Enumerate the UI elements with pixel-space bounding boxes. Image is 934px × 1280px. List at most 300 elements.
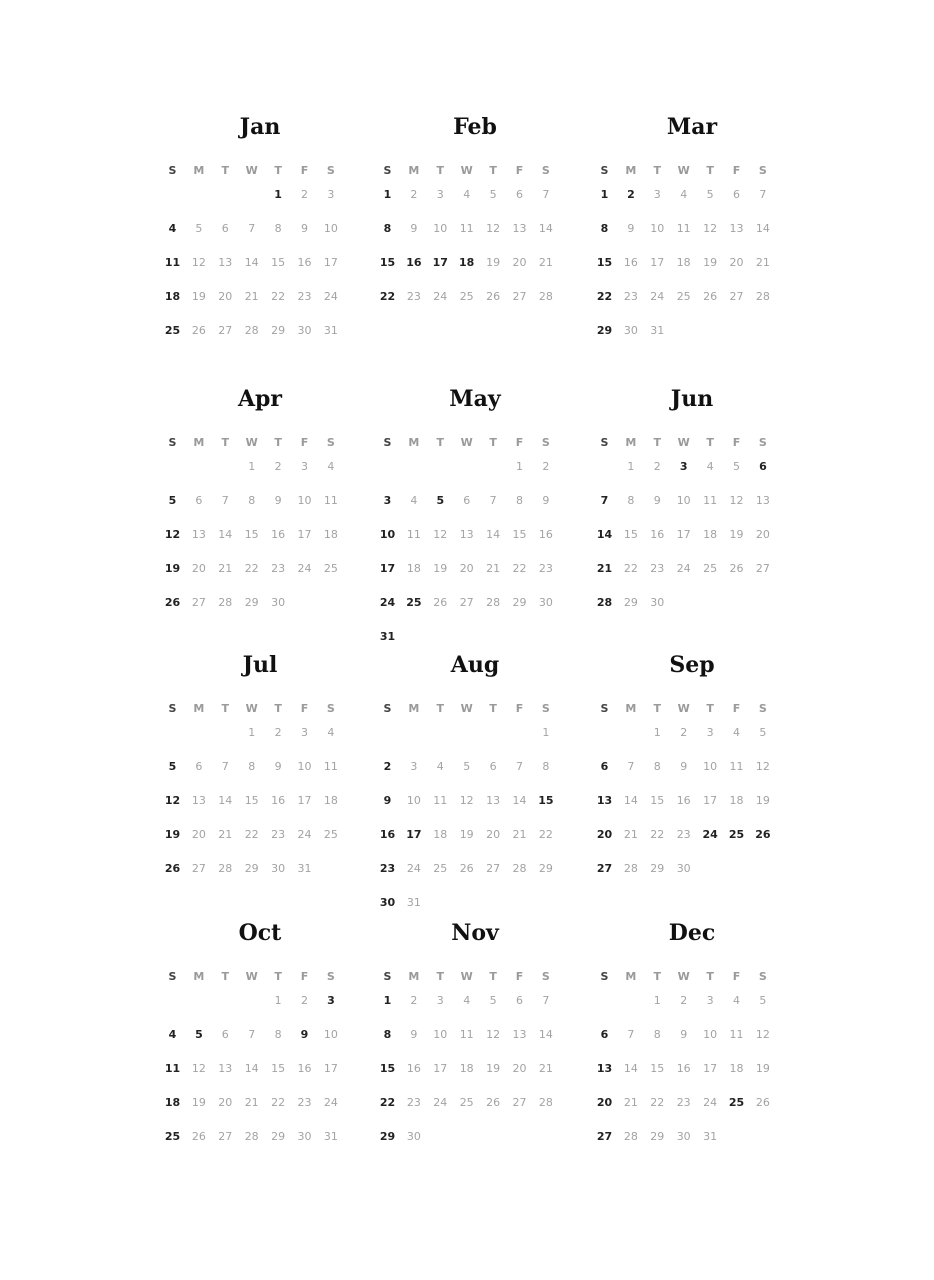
day-cell[interactable]: 14 [538, 1028, 553, 1041]
day-cell[interactable]: 19 [191, 1096, 206, 1109]
day-cell[interactable]: 3 [436, 994, 444, 1007]
day-cell[interactable]: 17 [297, 528, 312, 541]
day-cell[interactable]: 1 [600, 188, 609, 201]
day-cell[interactable]: 6 [733, 188, 740, 201]
day-cell[interactable]: 24 [433, 1096, 448, 1109]
day-cell[interactable]: 13 [191, 528, 206, 541]
day-cell[interactable]: 1 [653, 994, 661, 1007]
day-cell[interactable]: 31 [297, 862, 312, 875]
day-cell[interactable]: 27 [486, 862, 501, 875]
day-cell[interactable]: 2 [274, 460, 282, 473]
day-cell[interactable]: 20 [755, 528, 770, 541]
day-cell[interactable]: 24 [433, 290, 448, 303]
day-cell[interactable]: 6 [463, 494, 471, 507]
day-cell[interactable]: 10 [297, 760, 312, 773]
day-cell[interactable]: 30 [379, 896, 396, 909]
day-cell[interactable]: 5 [168, 494, 177, 507]
day-cell[interactable]: 4 [463, 188, 471, 201]
day-cell[interactable]: 6 [600, 760, 609, 773]
day-cell[interactable]: 23 [650, 562, 665, 575]
day-cell[interactable]: 15 [244, 528, 259, 541]
day-cell[interactable]: 9 [383, 794, 392, 807]
day-cell[interactable]: 12 [459, 794, 474, 807]
day-cell[interactable]: 11 [729, 1028, 744, 1041]
day-cell[interactable]: 3 [410, 760, 418, 773]
day-cell[interactable]: 3 [327, 994, 335, 1007]
day-cell[interactable]: 17 [433, 1062, 448, 1075]
day-cell[interactable]: 4 [168, 222, 177, 235]
day-cell[interactable]: 1 [248, 726, 256, 739]
day-cell[interactable]: 29 [244, 596, 259, 609]
day-cell[interactable]: 15 [538, 794, 554, 807]
day-cell[interactable]: 14 [218, 528, 233, 541]
day-cell[interactable]: 5 [463, 760, 471, 773]
day-cell[interactable]: 25 [406, 596, 422, 609]
day-cell[interactable]: 24 [406, 862, 421, 875]
day-cell[interactable]: 17 [432, 256, 448, 269]
day-cell[interactable]: 6 [489, 760, 497, 773]
day-cell[interactable]: 19 [486, 1062, 501, 1075]
day-cell[interactable]: 28 [218, 862, 233, 875]
day-cell[interactable]: 29 [623, 596, 638, 609]
day-cell[interactable]: 14 [244, 1062, 259, 1075]
day-cell[interactable]: 30 [271, 862, 286, 875]
day-cell[interactable]: 23 [406, 1096, 421, 1109]
day-cell[interactable]: 3 [301, 726, 308, 739]
day-cell[interactable]: 10 [323, 1028, 338, 1041]
day-cell[interactable]: 31 [323, 324, 338, 337]
day-cell[interactable]: 22 [650, 1096, 665, 1109]
day-cell[interactable]: 7 [221, 494, 229, 507]
day-cell[interactable]: 13 [218, 256, 233, 269]
day-cell[interactable]: 3 [383, 494, 392, 507]
day-cell[interactable]: 20 [191, 828, 206, 841]
day-cell[interactable]: 17 [323, 256, 338, 269]
day-cell[interactable]: 18 [323, 794, 338, 807]
day-cell[interactable]: 16 [650, 528, 665, 541]
day-cell[interactable]: 8 [627, 494, 635, 507]
day-cell[interactable]: 20 [596, 1096, 613, 1109]
day-cell[interactable]: 10 [297, 494, 312, 507]
day-cell[interactable]: 5 [706, 188, 714, 201]
day-cell[interactable]: 21 [218, 828, 233, 841]
day-cell[interactable]: 22 [244, 828, 259, 841]
day-cell[interactable]: 26 [729, 562, 744, 575]
day-cell[interactable]: 12 [164, 528, 181, 541]
day-cell[interactable]: 6 [221, 222, 229, 235]
day-cell[interactable]: 11 [459, 222, 474, 235]
day-cell[interactable]: 10 [379, 528, 396, 541]
day-cell[interactable]: 14 [538, 222, 553, 235]
day-cell[interactable]: 24 [297, 562, 312, 575]
day-cell[interactable]: 15 [650, 794, 665, 807]
day-cell[interactable]: 12 [191, 256, 206, 269]
day-cell[interactable]: 28 [538, 1096, 553, 1109]
day-cell[interactable]: 16 [406, 1062, 421, 1075]
day-cell[interactable]: 11 [406, 528, 421, 541]
day-cell[interactable]: 23 [676, 828, 691, 841]
day-cell[interactable]: 11 [164, 1062, 181, 1075]
day-cell[interactable]: 2 [274, 726, 282, 739]
day-cell[interactable]: 26 [486, 1096, 501, 1109]
day-cell[interactable]: 7 [627, 760, 635, 773]
day-cell[interactable]: 19 [729, 528, 744, 541]
day-cell[interactable]: 24 [297, 828, 312, 841]
day-cell[interactable]: 2 [680, 726, 688, 739]
day-cell[interactable]: 11 [676, 222, 691, 235]
day-cell[interactable]: 9 [410, 1028, 418, 1041]
day-cell[interactable]: 29 [379, 1130, 396, 1143]
day-cell[interactable]: 29 [596, 324, 613, 337]
day-cell[interactable]: 29 [650, 1130, 665, 1143]
day-cell[interactable]: 7 [600, 494, 609, 507]
day-cell[interactable]: 9 [627, 222, 635, 235]
day-cell[interactable]: 4 [327, 726, 335, 739]
day-cell[interactable]: 17 [323, 1062, 338, 1075]
day-cell[interactable]: 27 [512, 290, 527, 303]
day-cell[interactable]: 20 [512, 1062, 527, 1075]
day-cell[interactable]: 9 [542, 494, 550, 507]
day-cell[interactable]: 22 [271, 1096, 286, 1109]
day-cell[interactable]: 16 [297, 256, 312, 269]
day-cell[interactable]: 24 [650, 290, 665, 303]
day-cell[interactable]: 25 [728, 1096, 745, 1109]
day-cell[interactable]: 9 [274, 760, 282, 773]
day-cell[interactable]: 21 [596, 562, 613, 575]
day-cell[interactable]: 26 [164, 862, 181, 875]
day-cell[interactable]: 5 [759, 726, 767, 739]
day-cell[interactable]: 7 [627, 1028, 635, 1041]
day-cell[interactable]: 6 [195, 760, 203, 773]
day-cell[interactable]: 16 [623, 256, 638, 269]
day-cell[interactable]: 4 [410, 494, 418, 507]
day-cell[interactable]: 11 [459, 1028, 474, 1041]
day-cell[interactable]: 26 [433, 596, 448, 609]
day-cell[interactable]: 28 [623, 1130, 638, 1143]
day-cell[interactable]: 18 [676, 256, 691, 269]
day-cell[interactable]: 23 [379, 862, 396, 875]
day-cell[interactable]: 24 [323, 290, 338, 303]
day-cell[interactable]: 1 [627, 460, 635, 473]
day-cell[interactable]: 4 [168, 1028, 177, 1041]
day-cell[interactable]: 4 [706, 460, 714, 473]
day-cell[interactable]: 22 [596, 290, 613, 303]
day-cell[interactable]: 8 [383, 222, 392, 235]
day-cell[interactable]: 15 [623, 528, 638, 541]
day-cell[interactable]: 23 [271, 828, 286, 841]
day-cell[interactable]: 8 [274, 1028, 282, 1041]
day-cell[interactable]: 4 [463, 994, 471, 1007]
day-cell[interactable]: 28 [538, 290, 553, 303]
day-cell[interactable]: 30 [538, 596, 553, 609]
day-cell[interactable]: 31 [703, 1130, 718, 1143]
day-cell[interactable]: 25 [728, 828, 745, 841]
day-cell[interactable]: 20 [191, 562, 206, 575]
day-cell[interactable]: 6 [516, 188, 523, 201]
day-cell[interactable]: 27 [191, 862, 206, 875]
day-cell[interactable]: 22 [244, 562, 259, 575]
day-cell[interactable]: 25 [703, 562, 718, 575]
day-cell[interactable]: 5 [733, 460, 740, 473]
day-cell[interactable]: 1 [653, 726, 661, 739]
day-cell[interactable]: 2 [627, 188, 635, 201]
day-cell[interactable]: 3 [301, 460, 308, 473]
day-cell[interactable]: 18 [433, 828, 448, 841]
day-cell[interactable]: 3 [706, 726, 714, 739]
day-cell[interactable]: 19 [164, 562, 181, 575]
day-cell[interactable]: 22 [623, 562, 638, 575]
day-cell[interactable]: 18 [164, 290, 181, 303]
day-cell[interactable]: 26 [191, 324, 206, 337]
day-cell[interactable]: 23 [297, 290, 312, 303]
day-cell[interactable]: 7 [248, 1028, 256, 1041]
day-cell[interactable]: 16 [406, 256, 422, 269]
day-cell[interactable]: 24 [703, 1096, 718, 1109]
day-cell[interactable]: 6 [221, 1028, 229, 1041]
day-cell[interactable]: 25 [323, 562, 338, 575]
day-cell[interactable]: 18 [729, 1062, 744, 1075]
day-cell[interactable]: 31 [323, 1130, 338, 1143]
day-cell[interactable]: 21 [538, 256, 553, 269]
day-cell[interactable]: 5 [759, 994, 767, 1007]
day-cell[interactable]: 21 [538, 1062, 553, 1075]
day-cell[interactable]: 29 [271, 1130, 286, 1143]
day-cell[interactable]: 18 [323, 528, 338, 541]
day-cell[interactable]: 4 [680, 188, 688, 201]
day-cell[interactable]: 30 [297, 324, 312, 337]
day-cell[interactable]: 10 [433, 222, 448, 235]
day-cell[interactable]: 24 [702, 828, 718, 841]
day-cell[interactable]: 2 [410, 994, 418, 1007]
day-cell[interactable]: 16 [379, 828, 396, 841]
day-cell[interactable]: 23 [538, 562, 553, 575]
day-cell[interactable]: 6 [759, 460, 767, 473]
day-cell[interactable]: 8 [653, 1028, 661, 1041]
day-cell[interactable]: 3 [436, 188, 444, 201]
day-cell[interactable]: 26 [755, 828, 771, 841]
day-cell[interactable]: 1 [542, 726, 550, 739]
day-cell[interactable]: 28 [755, 290, 770, 303]
day-cell[interactable]: 13 [218, 1062, 233, 1075]
day-cell[interactable]: 8 [516, 494, 523, 507]
day-cell[interactable]: 3 [653, 188, 661, 201]
day-cell[interactable]: 30 [623, 324, 638, 337]
day-cell[interactable]: 13 [755, 494, 770, 507]
day-cell[interactable]: 6 [600, 1028, 609, 1041]
day-cell[interactable]: 10 [323, 222, 338, 235]
day-cell[interactable]: 29 [512, 596, 527, 609]
day-cell[interactable]: 22 [271, 290, 286, 303]
day-cell[interactable]: 4 [327, 460, 335, 473]
day-cell[interactable]: 16 [538, 528, 553, 541]
day-cell[interactable]: 4 [733, 726, 740, 739]
day-cell[interactable]: 3 [679, 460, 688, 473]
day-cell[interactable]: 18 [164, 1096, 181, 1109]
day-cell[interactable]: 28 [244, 324, 259, 337]
day-cell[interactable]: 28 [596, 596, 613, 609]
day-cell[interactable]: 9 [680, 1028, 688, 1041]
day-cell[interactable]: 18 [729, 794, 744, 807]
day-cell[interactable]: 26 [459, 862, 474, 875]
day-cell[interactable]: 1 [274, 188, 282, 201]
day-cell[interactable]: 10 [676, 494, 691, 507]
day-cell[interactable]: 9 [680, 760, 688, 773]
day-cell[interactable]: 27 [729, 290, 744, 303]
day-cell[interactable]: 13 [191, 794, 206, 807]
day-cell[interactable]: 16 [676, 794, 691, 807]
day-cell[interactable]: 28 [623, 862, 638, 875]
day-cell[interactable]: 17 [297, 794, 312, 807]
day-cell[interactable]: 18 [406, 562, 421, 575]
day-cell[interactable]: 23 [406, 290, 421, 303]
day-cell[interactable]: 12 [755, 1028, 770, 1041]
day-cell[interactable]: 31 [379, 630, 396, 643]
day-cell[interactable]: 13 [729, 222, 744, 235]
day-cell[interactable]: 22 [650, 828, 665, 841]
day-cell[interactable]: 7 [542, 994, 550, 1007]
day-cell[interactable]: 13 [596, 1062, 613, 1075]
day-cell[interactable]: 29 [538, 862, 553, 875]
day-cell[interactable]: 27 [459, 596, 474, 609]
day-cell[interactable]: 7 [542, 188, 550, 201]
day-cell[interactable]: 2 [680, 994, 688, 1007]
day-cell[interactable]: 25 [433, 862, 448, 875]
day-cell[interactable]: 25 [676, 290, 691, 303]
day-cell[interactable]: 27 [596, 862, 613, 875]
day-cell[interactable]: 20 [596, 828, 613, 841]
day-cell[interactable]: 22 [379, 290, 396, 303]
day-cell[interactable]: 28 [218, 596, 233, 609]
day-cell[interactable]: 23 [271, 562, 286, 575]
day-cell[interactable]: 26 [164, 596, 181, 609]
day-cell[interactable]: 6 [516, 994, 523, 1007]
day-cell[interactable]: 26 [703, 290, 718, 303]
day-cell[interactable]: 17 [379, 562, 396, 575]
day-cell[interactable]: 20 [512, 256, 527, 269]
day-cell[interactable]: 3 [327, 188, 335, 201]
day-cell[interactable]: 27 [191, 596, 206, 609]
day-cell[interactable]: 20 [218, 1096, 233, 1109]
day-cell[interactable]: 21 [755, 256, 770, 269]
day-cell[interactable]: 7 [248, 222, 256, 235]
day-cell[interactable]: 10 [703, 760, 718, 773]
day-cell[interactable]: 3 [706, 994, 714, 1007]
day-cell[interactable]: 14 [218, 794, 233, 807]
day-cell[interactable]: 31 [406, 896, 421, 909]
day-cell[interactable]: 30 [676, 862, 691, 875]
day-cell[interactable]: 24 [379, 596, 396, 609]
day-cell[interactable]: 14 [486, 528, 501, 541]
day-cell[interactable]: 21 [512, 828, 527, 841]
day-cell[interactable]: 21 [486, 562, 501, 575]
day-cell[interactable]: 8 [248, 494, 256, 507]
day-cell[interactable]: 30 [271, 596, 286, 609]
day-cell[interactable]: 14 [244, 256, 259, 269]
day-cell[interactable]: 6 [195, 494, 203, 507]
day-cell[interactable]: 7 [516, 760, 523, 773]
day-cell[interactable]: 26 [755, 1096, 770, 1109]
day-cell[interactable]: 15 [596, 256, 613, 269]
day-cell[interactable]: 2 [542, 460, 550, 473]
day-cell[interactable]: 19 [433, 562, 448, 575]
day-cell[interactable]: 19 [703, 256, 718, 269]
day-cell[interactable]: 22 [512, 562, 527, 575]
day-cell[interactable]: 31 [650, 324, 665, 337]
day-cell[interactable]: 11 [433, 794, 448, 807]
day-cell[interactable]: 17 [650, 256, 665, 269]
day-cell[interactable]: 2 [383, 760, 392, 773]
day-cell[interactable]: 28 [244, 1130, 259, 1143]
day-cell[interactable]: 19 [164, 828, 181, 841]
day-cell[interactable]: 15 [271, 256, 286, 269]
day-cell[interactable]: 12 [164, 794, 181, 807]
day-cell[interactable]: 15 [650, 1062, 665, 1075]
day-cell[interactable]: 1 [516, 460, 523, 473]
day-cell[interactable]: 11 [729, 760, 744, 773]
day-cell[interactable]: 5 [489, 994, 497, 1007]
day-cell[interactable]: 2 [653, 460, 661, 473]
day-cell[interactable]: 4 [436, 760, 444, 773]
day-cell[interactable]: 8 [542, 760, 550, 773]
day-cell[interactable]: 5 [168, 760, 177, 773]
day-cell[interactable]: 30 [406, 1130, 421, 1143]
day-cell[interactable]: 12 [703, 222, 718, 235]
day-cell[interactable]: 9 [653, 494, 661, 507]
day-cell[interactable]: 13 [486, 794, 501, 807]
day-cell[interactable]: 17 [703, 794, 718, 807]
day-cell[interactable]: 14 [596, 528, 613, 541]
day-cell[interactable]: 8 [383, 1028, 392, 1041]
day-cell[interactable]: 2 [301, 188, 308, 201]
day-cell[interactable]: 10 [433, 1028, 448, 1041]
day-cell[interactable]: 28 [486, 596, 501, 609]
day-cell[interactable]: 13 [512, 1028, 527, 1041]
day-cell[interactable]: 13 [512, 222, 527, 235]
day-cell[interactable]: 1 [383, 994, 392, 1007]
day-cell[interactable]: 11 [703, 494, 718, 507]
day-cell[interactable]: 17 [676, 528, 691, 541]
day-cell[interactable]: 12 [486, 1028, 501, 1041]
day-cell[interactable]: 20 [486, 828, 501, 841]
day-cell[interactable]: 7 [221, 760, 229, 773]
day-cell[interactable]: 21 [623, 828, 638, 841]
day-cell[interactable]: 22 [379, 1096, 396, 1109]
day-cell[interactable]: 27 [755, 562, 770, 575]
day-cell[interactable]: 5 [436, 494, 445, 507]
day-cell[interactable]: 12 [191, 1062, 206, 1075]
day-cell[interactable]: 25 [164, 324, 181, 337]
day-cell[interactable]: 2 [301, 994, 308, 1007]
day-cell[interactable]: 19 [459, 828, 474, 841]
day-cell[interactable]: 12 [433, 528, 448, 541]
day-cell[interactable]: 25 [459, 1096, 474, 1109]
day-cell[interactable]: 15 [271, 1062, 286, 1075]
day-cell[interactable]: 15 [244, 794, 259, 807]
day-cell[interactable]: 4 [733, 994, 740, 1007]
day-cell[interactable]: 29 [244, 862, 259, 875]
day-cell[interactable]: 24 [323, 1096, 338, 1109]
day-cell[interactable]: 15 [379, 1062, 396, 1075]
day-cell[interactable]: 19 [191, 290, 206, 303]
day-cell[interactable]: 16 [271, 528, 286, 541]
day-cell[interactable]: 14 [623, 1062, 638, 1075]
day-cell[interactable]: 21 [244, 1096, 259, 1109]
day-cell[interactable]: 9 [301, 222, 308, 235]
day-cell[interactable]: 1 [274, 994, 282, 1007]
day-cell[interactable]: 18 [459, 1062, 474, 1075]
day-cell[interactable]: 28 [512, 862, 527, 875]
day-cell[interactable]: 5 [195, 222, 203, 235]
